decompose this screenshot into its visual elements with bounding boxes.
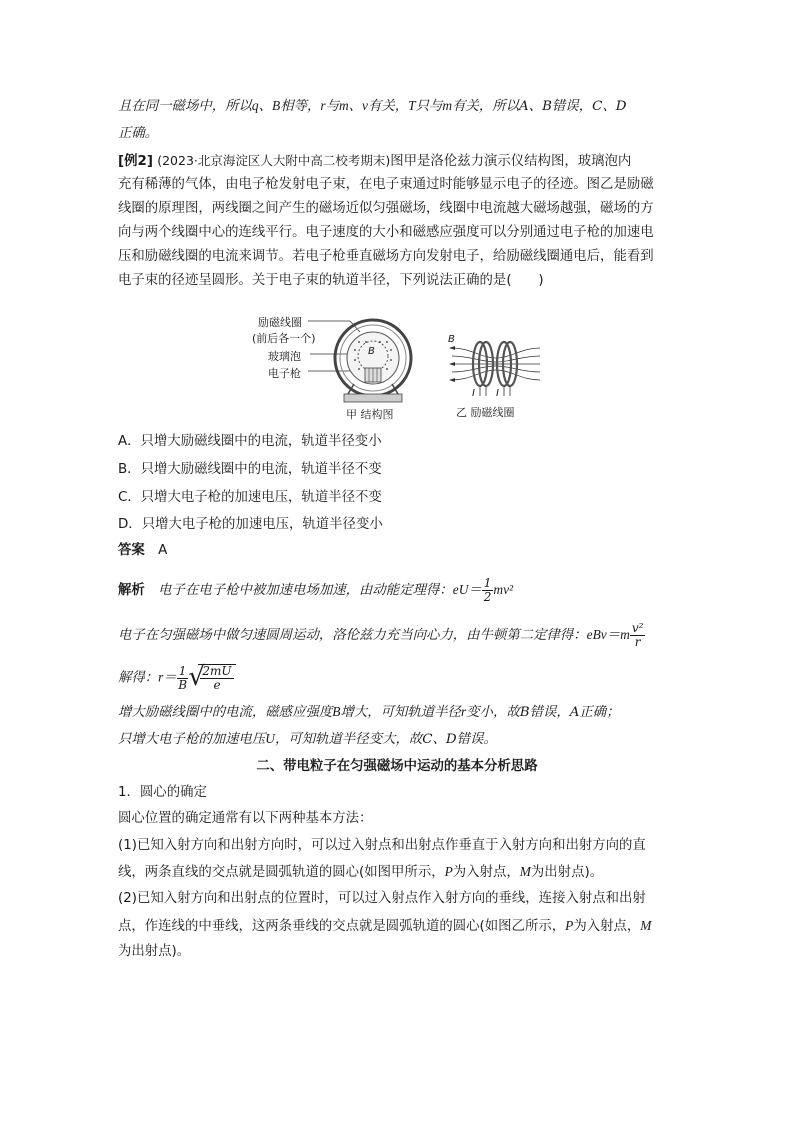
text: 与 [325, 99, 339, 114]
label-front-back: (前后各一个) [252, 332, 316, 345]
eq3-equals: ＝ [163, 670, 177, 686]
example-text: 图甲是洛伦兹力演示仪结构图，玻璃泡内 [390, 154, 632, 169]
text: 线，两条直线的交点就是圆弧轨道的圆心(如图甲所示， [118, 865, 445, 880]
option-a: A．只增大励磁线圈中的电流，轨道半径变小 [118, 434, 382, 449]
analysis-line-3 [118, 664, 236, 692]
section-title: 二、带电粒子在匀强磁场中运动的基本分析思路 [256, 759, 538, 774]
eq1-lhs: eU [452, 582, 469, 597]
text: 解得： [118, 670, 159, 686]
var-m: m [338, 98, 349, 113]
label-electron-gun: 电子枪 [268, 367, 301, 380]
example-line-5: 压和励磁线圈的电流来调节。若电子枪垂直磁场方向发射电子，给励磁线圈通电后，能看到 [118, 249, 654, 264]
var-r: r [320, 98, 326, 113]
example-line-2: 充有稀薄的气体，由电子枪发射电子束，在电子束通过时能够显示电子的径迹。图乙是励磁 [118, 177, 654, 192]
eq3-r: r [158, 669, 164, 685]
text: 且在同一磁场中，所以 [118, 99, 252, 114]
example-line-1 [118, 151, 631, 172]
label-B-field: B [368, 346, 375, 357]
section-paragraph-3b [118, 916, 651, 937]
eq2-fraction [630, 622, 646, 649]
var-m: m [442, 98, 453, 113]
text: 为出射点)。 [530, 865, 604, 880]
caption-structure: 甲 结构图 [346, 408, 394, 421]
var-U: U [265, 731, 275, 746]
caption-coil: 乙 励磁线圈 [456, 406, 515, 419]
answer-value: A [158, 543, 168, 558]
label-B-field-right: B [448, 334, 455, 345]
eq1-rhs: mv² [493, 582, 514, 597]
structure-diagram-svg [258, 314, 428, 414]
var-M: M [640, 918, 652, 933]
analysis-line-1 [118, 577, 513, 604]
text: 增大励磁线圈中的电流，磁感应强度 [118, 705, 333, 720]
subsection-title: 1．圆心的确定 [118, 785, 207, 800]
option-b: B．只增大励磁线圈中的电流，轨道半径不变 [118, 462, 382, 477]
text: 电子在匀强磁场中做匀速圆周运动，洛伦兹力充当向心力，由牛顿第二定律得： [118, 628, 587, 643]
example-line-6: 电子束的径迹呈圆形。关于电子束的轨道半径，下列说法正确的是( ) [118, 273, 544, 288]
var-r: r [460, 704, 467, 719]
eq1-num: 1 [483, 576, 492, 590]
var-P: P [444, 864, 453, 879]
analysis-line-2 [118, 622, 645, 649]
text: ，可知轨道半径变大，故C、D错误。 [274, 732, 497, 747]
text: 只增大电子枪的加速电压 [118, 732, 266, 747]
eq3-den: B [178, 677, 188, 692]
intro-line-2: 正确。 [118, 126, 159, 141]
text: 为入射点， [452, 865, 520, 880]
text: 、 [348, 99, 363, 114]
eq3-num: 1 [178, 663, 187, 678]
eq1-fraction [482, 577, 494, 604]
text: 点，作连线的中垂线，这两条垂线的交点就是圆弧轨道的圆心(如图乙所示， [118, 919, 566, 934]
text: 只与 [415, 99, 443, 114]
figure-excitation-coil [446, 328, 546, 424]
eq2-m: m [620, 627, 630, 642]
example-line-3: 线圈的原理图，两线圈之间产生的磁场近似匀强磁场，线圈中电流越大磁场越强，磁场的方 [118, 201, 654, 216]
label-coil: 励磁线圈 [258, 316, 302, 329]
section-paragraph-2b [118, 862, 603, 883]
text: 、 [258, 99, 272, 114]
text: 相等， [280, 99, 321, 114]
intro-line-1 [118, 96, 626, 117]
label-current-2: I [496, 388, 499, 399]
example-source: (2023·北京海淀区人大附中高二校考期末) [157, 153, 391, 168]
example-tag: [例2] [118, 154, 153, 169]
eq1-equals: ＝ [468, 583, 482, 598]
radical-sign: √ [188, 662, 205, 692]
section-paragraph-3a: (2)已知入射方向和出射点的位置时，可以过入射点作入射方向的垂线，连接入射点和出射 [118, 891, 646, 906]
var-P: P [565, 918, 574, 933]
var-T: T [408, 98, 416, 113]
example-line-4: 向与两个线圈中心的连线平行。电子速度的大小和磁感应强度可以分别通过电子枪的加速电 [118, 225, 654, 240]
answer-label: 答案 [118, 543, 145, 558]
text: 有关， [367, 99, 409, 114]
section-paragraph-2a: (1)已知入射方向和出射方向时，可以过入射点和出射点作垂直于入射方向和出射方向的直 [118, 838, 646, 853]
eq3-rad-den: e [213, 678, 221, 692]
eq3-rad-num: 2mU [202, 664, 232, 678]
label-glass-bulb: 玻璃泡 [268, 350, 301, 363]
text: 变小，故B错误，A正确； [466, 705, 620, 720]
figure-structure [252, 314, 428, 424]
var-M: M [519, 864, 531, 879]
eq2-lhs: eBv [586, 627, 607, 642]
var-q: q [251, 98, 259, 113]
analysis-line-5 [118, 729, 497, 750]
var-v: v [362, 98, 368, 113]
eq3-fraction [177, 665, 189, 692]
option-c: C．只增大电子枪的加速电压，轨道半径不变 [118, 490, 382, 505]
text: 增大，可知轨道半径 [340, 705, 461, 720]
eq1-den: 2 [483, 590, 492, 604]
answer-line [118, 541, 167, 561]
eq3-rad-fraction [200, 665, 233, 692]
text: 为入射点， [573, 919, 641, 934]
var-B: B [272, 98, 281, 113]
text: 有关，所以A、B错误，C、D [452, 99, 627, 114]
eq2-num: v² [631, 621, 644, 635]
var-B: B [332, 704, 341, 719]
option-d: D．只增大电子枪的加速电压，轨道半径变小 [118, 517, 383, 532]
text: 电子在电子枪中被加速电场加速，由动能定理得： [158, 583, 453, 598]
analysis-line-4 [118, 702, 620, 723]
eq2-den: r [634, 635, 641, 649]
section-paragraph-1: 圆心位置的确定通常有以下两种基本方法： [118, 811, 373, 826]
section-paragraph-4: 为出射点)。 [118, 944, 191, 959]
eq2-equals: ＝ [606, 628, 621, 643]
eq3-sqrt [188, 664, 235, 692]
label-current-1: I [472, 388, 475, 399]
analysis-label: 解析 [118, 583, 145, 598]
